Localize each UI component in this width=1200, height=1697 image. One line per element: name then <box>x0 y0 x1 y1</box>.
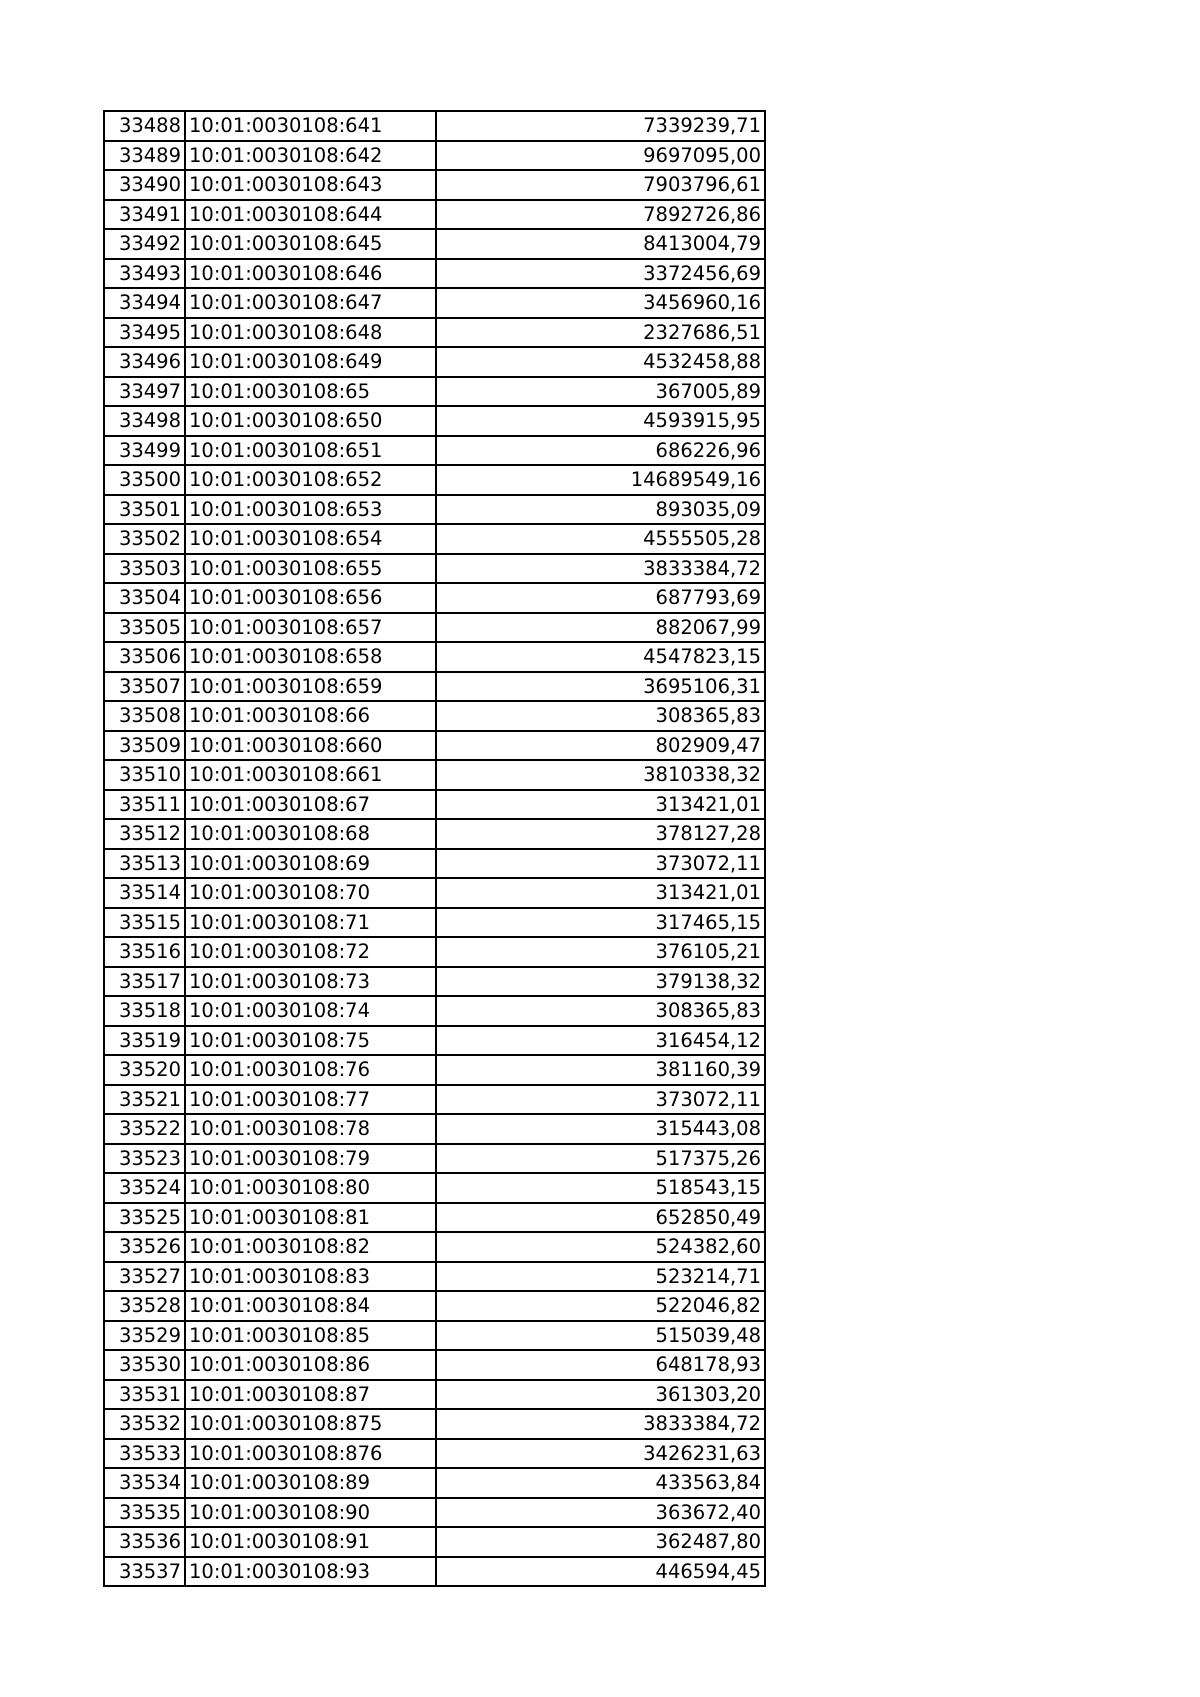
table-row <box>104 1262 765 1292</box>
table-row <box>104 937 765 967</box>
value-cell: 376105,21 <box>436 937 765 967</box>
row-number-cell: 33528 <box>104 1291 185 1321</box>
table-row <box>104 760 765 790</box>
cadastral-number-cell: 10:01:0030108:647 <box>185 288 436 318</box>
cadastral-number-cell: 10:01:0030108:76 <box>185 1055 436 1085</box>
value-cell: 3426231,63 <box>436 1439 765 1469</box>
value-cell: 652850,49 <box>436 1203 765 1233</box>
value-cell: 7339239,71 <box>436 111 765 141</box>
value-cell: 687793,69 <box>436 583 765 613</box>
table-row <box>104 790 765 820</box>
table-row <box>104 347 765 377</box>
row-number-cell: 33526 <box>104 1232 185 1262</box>
row-number-cell: 33530 <box>104 1350 185 1380</box>
value-cell: 308365,83 <box>436 701 765 731</box>
value-cell: 363672,40 <box>436 1498 765 1528</box>
table-row <box>104 1439 765 1469</box>
table-row <box>104 436 765 466</box>
row-number-cell: 33533 <box>104 1439 185 1469</box>
row-number-cell: 33518 <box>104 996 185 1026</box>
row-number-cell: 33507 <box>104 672 185 702</box>
value-cell: 648178,93 <box>436 1350 765 1380</box>
value-cell: 433563,84 <box>436 1468 765 1498</box>
cadastral-number-cell: 10:01:0030108:875 <box>185 1409 436 1439</box>
table-row <box>104 554 765 584</box>
value-cell: 3833384,72 <box>436 1409 765 1439</box>
table-row <box>104 1527 765 1557</box>
value-cell: 362487,80 <box>436 1527 765 1557</box>
table-row <box>104 908 765 938</box>
table-row <box>104 200 765 230</box>
row-number-cell: 33516 <box>104 937 185 967</box>
value-cell: 9697095,00 <box>436 141 765 171</box>
value-cell: 3810338,32 <box>436 760 765 790</box>
value-cell: 2327686,51 <box>436 318 765 348</box>
row-number-cell: 33532 <box>104 1409 185 1439</box>
cadastral-number-cell: 10:01:0030108:655 <box>185 554 436 584</box>
cadastral-number-cell: 10:01:0030108:645 <box>185 229 436 259</box>
row-number-cell: 33512 <box>104 819 185 849</box>
value-cell: 373072,11 <box>436 849 765 879</box>
value-cell: 8413004,79 <box>436 229 765 259</box>
row-number-cell: 33496 <box>104 347 185 377</box>
value-cell: 4547823,15 <box>436 642 765 672</box>
cadastral-number-cell: 10:01:0030108:82 <box>185 1232 436 1262</box>
table-row <box>104 1321 765 1351</box>
row-number-cell: 33515 <box>104 908 185 938</box>
row-number-cell: 33511 <box>104 790 185 820</box>
row-number-cell: 33522 <box>104 1114 185 1144</box>
cadastral-number-cell: 10:01:0030108:80 <box>185 1173 436 1203</box>
value-cell: 515039,48 <box>436 1321 765 1351</box>
row-number-cell: 33513 <box>104 849 185 879</box>
row-number-cell: 33520 <box>104 1055 185 1085</box>
row-number-cell: 33524 <box>104 1173 185 1203</box>
table-row <box>104 170 765 200</box>
value-cell: 4593915,95 <box>436 406 765 436</box>
row-number-cell: 33519 <box>104 1026 185 1056</box>
cadastral-number-cell: 10:01:0030108:89 <box>185 1468 436 1498</box>
value-cell: 313421,01 <box>436 790 765 820</box>
value-cell: 367005,89 <box>436 377 765 407</box>
value-cell: 379138,32 <box>436 967 765 997</box>
cadastral-number-cell: 10:01:0030108:656 <box>185 583 436 613</box>
value-cell: 14689549,16 <box>436 465 765 495</box>
table-row <box>104 1173 765 1203</box>
cadastral-number-cell: 10:01:0030108:84 <box>185 1291 436 1321</box>
table-row <box>104 1350 765 1380</box>
cadastral-number-cell: 10:01:0030108:83 <box>185 1262 436 1292</box>
cadastral-number-cell: 10:01:0030108:86 <box>185 1350 436 1380</box>
value-cell: 518543,15 <box>436 1173 765 1203</box>
cadastral-number-cell: 10:01:0030108:651 <box>185 436 436 466</box>
data-table <box>103 110 766 1587</box>
row-number-cell: 33529 <box>104 1321 185 1351</box>
table-row <box>104 406 765 436</box>
value-cell: 446594,45 <box>436 1557 765 1587</box>
row-number-cell: 33535 <box>104 1498 185 1528</box>
value-cell: 308365,83 <box>436 996 765 1026</box>
table-row <box>104 672 765 702</box>
row-number-cell: 33504 <box>104 583 185 613</box>
row-number-cell: 33521 <box>104 1085 185 1115</box>
cadastral-number-cell: 10:01:0030108:65 <box>185 377 436 407</box>
value-cell: 313421,01 <box>436 878 765 908</box>
table-row <box>104 465 765 495</box>
value-cell: 524382,60 <box>436 1232 765 1262</box>
cadastral-number-cell: 10:01:0030108:641 <box>185 111 436 141</box>
cadastral-number-cell: 10:01:0030108:81 <box>185 1203 436 1233</box>
cadastral-number-cell: 10:01:0030108:93 <box>185 1557 436 1587</box>
table-row <box>104 731 765 761</box>
table-row <box>104 1380 765 1410</box>
row-number-cell: 33517 <box>104 967 185 997</box>
table-row <box>104 524 765 554</box>
cadastral-number-cell: 10:01:0030108:648 <box>185 318 436 348</box>
value-cell: 378127,28 <box>436 819 765 849</box>
cadastral-number-cell: 10:01:0030108:73 <box>185 967 436 997</box>
row-number-cell: 33495 <box>104 318 185 348</box>
table-row <box>104 141 765 171</box>
cadastral-number-cell: 10:01:0030108:91 <box>185 1527 436 1557</box>
row-number-cell: 33527 <box>104 1262 185 1292</box>
row-number-cell: 33506 <box>104 642 185 672</box>
row-number-cell: 33502 <box>104 524 185 554</box>
table-row <box>104 111 765 141</box>
table-row <box>104 377 765 407</box>
value-cell: 3456960,16 <box>436 288 765 318</box>
table-body <box>104 111 765 1586</box>
cadastral-number-cell: 10:01:0030108:659 <box>185 672 436 702</box>
cadastral-number-cell: 10:01:0030108:658 <box>185 642 436 672</box>
cadastral-number-cell: 10:01:0030108:646 <box>185 259 436 289</box>
cadastral-number-cell: 10:01:0030108:87 <box>185 1380 436 1410</box>
cadastral-number-cell: 10:01:0030108:650 <box>185 406 436 436</box>
cadastral-number-cell: 10:01:0030108:661 <box>185 760 436 790</box>
table-row <box>104 1232 765 1262</box>
table-row <box>104 967 765 997</box>
value-cell: 7903796,61 <box>436 170 765 200</box>
row-number-cell: 33492 <box>104 229 185 259</box>
table-row <box>104 1026 765 1056</box>
row-number-cell: 33491 <box>104 200 185 230</box>
cadastral-number-cell: 10:01:0030108:642 <box>185 141 436 171</box>
row-number-cell: 33514 <box>104 878 185 908</box>
row-number-cell: 33525 <box>104 1203 185 1233</box>
cadastral-number-cell: 10:01:0030108:644 <box>185 200 436 230</box>
value-cell: 316454,12 <box>436 1026 765 1056</box>
row-number-cell: 33493 <box>104 259 185 289</box>
cadastral-number-cell: 10:01:0030108:75 <box>185 1026 436 1056</box>
value-cell: 317465,15 <box>436 908 765 938</box>
table-row <box>104 1203 765 1233</box>
value-cell: 686226,96 <box>436 436 765 466</box>
cadastral-number-cell: 10:01:0030108:79 <box>185 1144 436 1174</box>
row-number-cell: 33509 <box>104 731 185 761</box>
row-number-cell: 33497 <box>104 377 185 407</box>
cadastral-number-cell: 10:01:0030108:78 <box>185 1114 436 1144</box>
row-number-cell: 33537 <box>104 1557 185 1587</box>
value-cell: 517375,26 <box>436 1144 765 1174</box>
value-cell: 381160,39 <box>436 1055 765 1085</box>
row-number-cell: 33536 <box>104 1527 185 1557</box>
cadastral-number-cell: 10:01:0030108:660 <box>185 731 436 761</box>
cadastral-number-cell: 10:01:0030108:657 <box>185 613 436 643</box>
row-number-cell: 33494 <box>104 288 185 318</box>
table-row <box>104 819 765 849</box>
table-row <box>104 495 765 525</box>
row-number-cell: 33499 <box>104 436 185 466</box>
row-number-cell: 33489 <box>104 141 185 171</box>
value-cell: 7892726,86 <box>436 200 765 230</box>
table-row <box>104 229 765 259</box>
row-number-cell: 33490 <box>104 170 185 200</box>
table-row <box>104 613 765 643</box>
table-row <box>104 318 765 348</box>
value-cell: 802909,47 <box>436 731 765 761</box>
table-row <box>104 1085 765 1115</box>
value-cell: 3695106,31 <box>436 672 765 702</box>
table-row <box>104 1409 765 1439</box>
cadastral-number-cell: 10:01:0030108:68 <box>185 819 436 849</box>
table-row <box>104 642 765 672</box>
value-cell: 4555505,28 <box>436 524 765 554</box>
cadastral-number-cell: 10:01:0030108:649 <box>185 347 436 377</box>
table-row <box>104 1498 765 1528</box>
row-number-cell: 33488 <box>104 111 185 141</box>
cadastral-number-cell: 10:01:0030108:652 <box>185 465 436 495</box>
cadastral-number-cell: 10:01:0030108:74 <box>185 996 436 1026</box>
cadastral-number-cell: 10:01:0030108:69 <box>185 849 436 879</box>
row-number-cell: 33503 <box>104 554 185 584</box>
value-cell: 3833384,72 <box>436 554 765 584</box>
cadastral-number-cell: 10:01:0030108:71 <box>185 908 436 938</box>
table-row <box>104 259 765 289</box>
cadastral-number-cell: 10:01:0030108:876 <box>185 1439 436 1469</box>
value-cell: 522046,82 <box>436 1291 765 1321</box>
cadastral-number-cell: 10:01:0030108:72 <box>185 937 436 967</box>
row-number-cell: 33505 <box>104 613 185 643</box>
row-number-cell: 33523 <box>104 1144 185 1174</box>
row-number-cell: 33508 <box>104 701 185 731</box>
table-row <box>104 1144 765 1174</box>
value-cell: 4532458,88 <box>436 347 765 377</box>
cadastral-number-cell: 10:01:0030108:643 <box>185 170 436 200</box>
cadastral-number-cell: 10:01:0030108:67 <box>185 790 436 820</box>
table-row <box>104 878 765 908</box>
table-row <box>104 1468 765 1498</box>
cadastral-number-cell: 10:01:0030108:654 <box>185 524 436 554</box>
row-number-cell: 33501 <box>104 495 185 525</box>
value-cell: 882067,99 <box>436 613 765 643</box>
table-row <box>104 1291 765 1321</box>
cadastral-number-cell: 10:01:0030108:85 <box>185 1321 436 1351</box>
cadastral-number-cell: 10:01:0030108:90 <box>185 1498 436 1528</box>
cadastral-number-cell: 10:01:0030108:66 <box>185 701 436 731</box>
table-row <box>104 701 765 731</box>
table-row <box>104 849 765 879</box>
value-cell: 3372456,69 <box>436 259 765 289</box>
value-cell: 893035,09 <box>436 495 765 525</box>
row-number-cell: 33534 <box>104 1468 185 1498</box>
table-row <box>104 1557 765 1587</box>
row-number-cell: 33498 <box>104 406 185 436</box>
value-cell: 315443,08 <box>436 1114 765 1144</box>
table-row <box>104 1055 765 1085</box>
row-number-cell: 33500 <box>104 465 185 495</box>
value-cell: 373072,11 <box>436 1085 765 1115</box>
table-row <box>104 288 765 318</box>
table-row <box>104 1114 765 1144</box>
cadastral-number-cell: 10:01:0030108:70 <box>185 878 436 908</box>
cadastral-number-cell: 10:01:0030108:77 <box>185 1085 436 1115</box>
row-number-cell: 33510 <box>104 760 185 790</box>
value-cell: 361303,20 <box>436 1380 765 1410</box>
row-number-cell: 33531 <box>104 1380 185 1410</box>
cadastral-number-cell: 10:01:0030108:653 <box>185 495 436 525</box>
table-row <box>104 996 765 1026</box>
table-row <box>104 583 765 613</box>
value-cell: 523214,71 <box>436 1262 765 1292</box>
